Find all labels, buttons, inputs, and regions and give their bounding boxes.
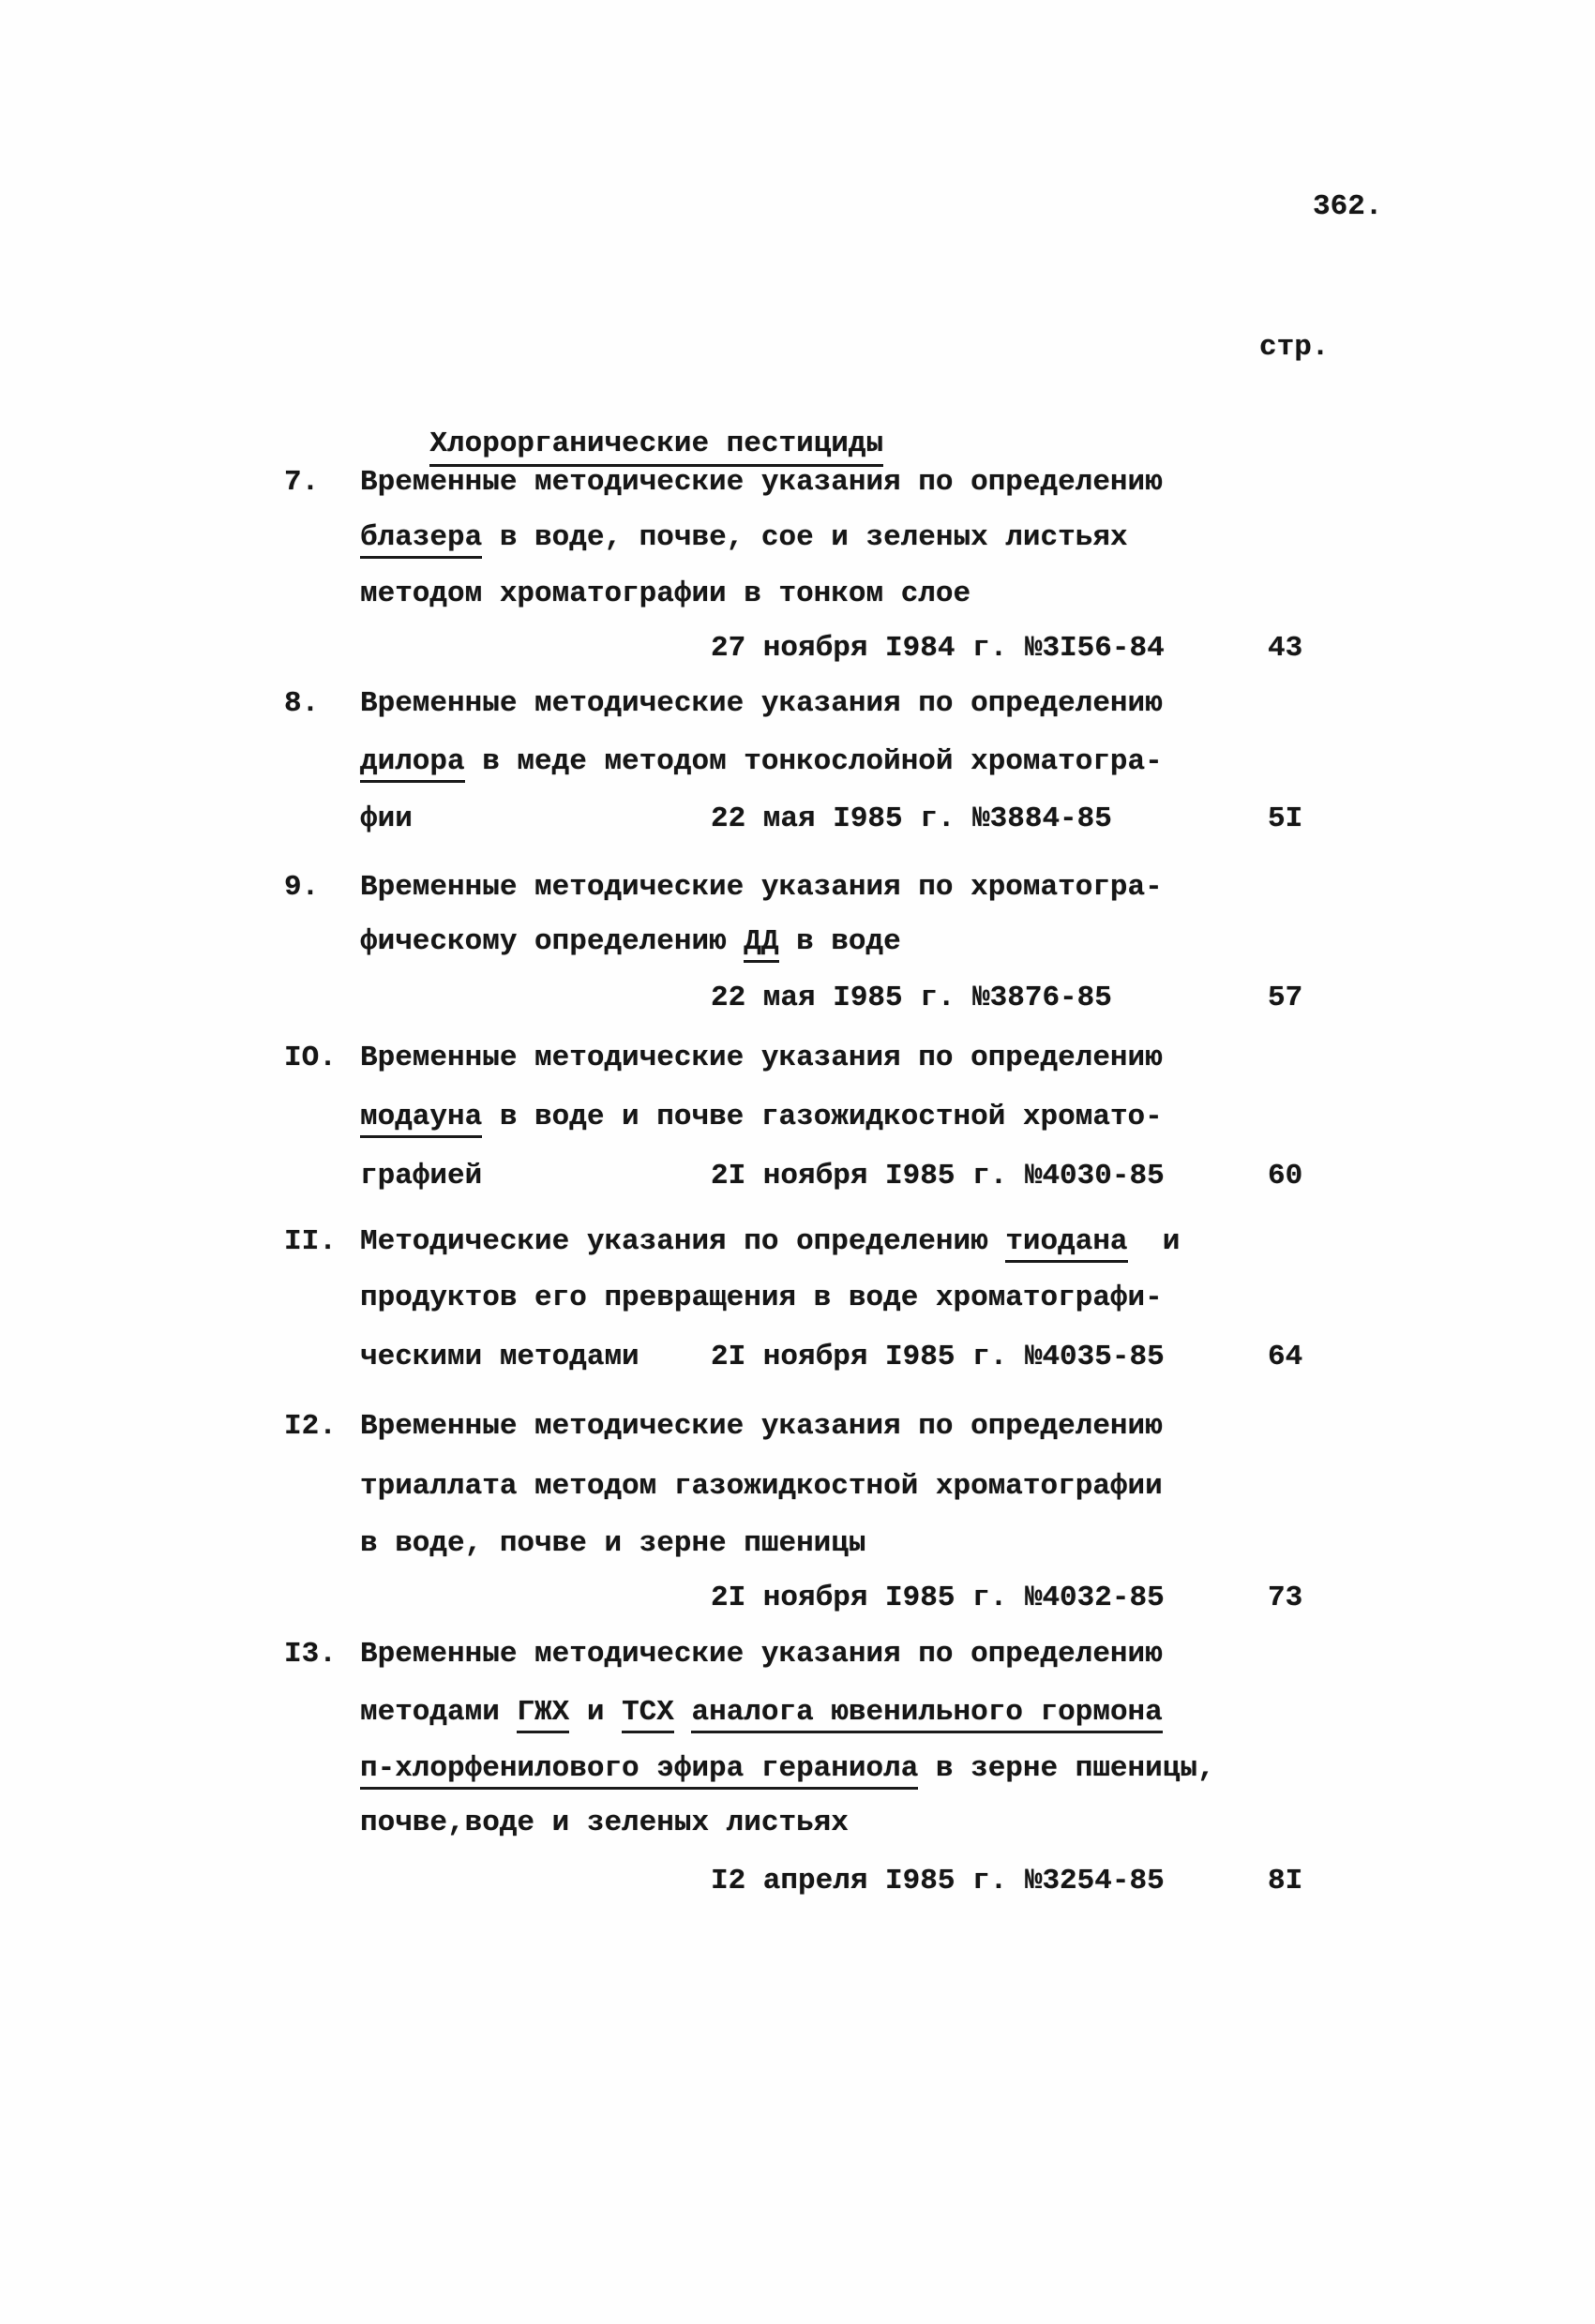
underlined-term: дилора bbox=[360, 745, 465, 783]
toc-line-text bbox=[360, 1470, 1163, 1504]
text-segment: Временные методические указания по определению bbox=[360, 687, 1163, 720]
text-segment: в воде, почве, сое и зеленых листьях bbox=[482, 521, 1128, 554]
text-segment: Методические указания по определению bbox=[360, 1225, 1006, 1258]
toc-row bbox=[0, 1638, 1595, 1685]
toc-row bbox=[0, 1527, 1595, 1574]
underlined-term: модауна bbox=[360, 1101, 482, 1138]
toc-row bbox=[0, 632, 1595, 679]
text-segment: методами bbox=[360, 1696, 518, 1729]
underlined-term: тиодана bbox=[1005, 1225, 1127, 1263]
toc-line-text bbox=[360, 1042, 1163, 1075]
toc-approval-date: 22 мая I985 г. №3884-85 bbox=[711, 802, 1112, 835]
text-segment: в зерне пшеницы, bbox=[918, 1752, 1215, 1785]
text-segment: в воде bbox=[778, 925, 901, 958]
toc-row bbox=[0, 1752, 1595, 1799]
toc-line-text bbox=[360, 1527, 866, 1561]
toc-line-text bbox=[360, 687, 1163, 721]
toc-line-text bbox=[360, 1752, 1215, 1786]
toc-approval-date: 27 ноября I984 г. №3I56-84 bbox=[711, 632, 1165, 665]
text-segment: методом хроматографии в тонком слое bbox=[360, 577, 971, 610]
toc-row bbox=[0, 1696, 1595, 1743]
toc-line-text bbox=[360, 466, 1163, 500]
page-column-header: стр. bbox=[1259, 331, 1330, 364]
text-segment: фическому определению bbox=[360, 925, 745, 958]
toc-row bbox=[0, 925, 1595, 972]
toc-item-number: IO. bbox=[284, 1042, 337, 1074]
toc-row bbox=[0, 871, 1595, 918]
page-number: 362. bbox=[1313, 190, 1383, 223]
toc-line-text bbox=[360, 1410, 1163, 1444]
toc-row bbox=[0, 1042, 1595, 1088]
text-segment: и bbox=[1127, 1225, 1181, 1258]
toc-row bbox=[0, 1160, 1595, 1207]
text-segment: Временные методические указания по определению bbox=[360, 1638, 1163, 1671]
toc-row bbox=[0, 1410, 1595, 1457]
toc-page-number: 8I bbox=[1268, 1865, 1303, 1897]
toc-item-number: 7. bbox=[284, 466, 320, 499]
toc-row bbox=[0, 1341, 1595, 1387]
toc-line-text bbox=[360, 521, 1128, 555]
toc-page-number: 73 bbox=[1268, 1582, 1303, 1614]
text-segment: триаллата методом газожидкостной хроматографии bbox=[360, 1470, 1163, 1503]
toc-row bbox=[0, 745, 1595, 792]
toc-line-text bbox=[360, 1341, 640, 1374]
text-segment: почве,воде и зеленых листьях bbox=[360, 1807, 849, 1839]
toc-row bbox=[0, 1582, 1595, 1628]
text-segment: Временные методические указания по определению bbox=[360, 466, 1163, 499]
toc-approval-date: 22 мая I985 г. №3876-85 bbox=[711, 982, 1112, 1014]
underlined-term: ГЖХ bbox=[517, 1696, 569, 1733]
toc-approval-date: I2 апреля I985 г. №3254-85 bbox=[711, 1865, 1165, 1897]
toc-page-number: 5I bbox=[1268, 802, 1303, 835]
toc-line-text bbox=[360, 871, 1163, 905]
toc-item-number: I3. bbox=[284, 1638, 337, 1671]
toc-line-text bbox=[360, 1160, 482, 1193]
toc-row bbox=[0, 466, 1595, 513]
toc-row bbox=[0, 802, 1595, 849]
toc-row bbox=[0, 1282, 1595, 1328]
toc-approval-date: 2I ноября I985 г. №4030-85 bbox=[711, 1160, 1165, 1192]
text-segment: графией bbox=[360, 1160, 483, 1192]
toc-row bbox=[0, 1225, 1595, 1272]
toc-row bbox=[0, 1865, 1595, 1912]
text-segment: в воде и почве газожидкостной хромато- bbox=[482, 1101, 1163, 1133]
toc-line-text bbox=[360, 1225, 1180, 1259]
toc-item-number: II. bbox=[284, 1225, 337, 1258]
toc-row bbox=[0, 1101, 1595, 1147]
toc-line-text bbox=[360, 925, 901, 959]
toc-row bbox=[0, 982, 1595, 1028]
toc-page-number: 60 bbox=[1268, 1160, 1303, 1192]
toc-row bbox=[0, 521, 1595, 568]
toc-line-text bbox=[360, 577, 971, 611]
section-title: Хлорорганические пестициды bbox=[429, 427, 883, 467]
text-segment: Временные методические указания по определению bbox=[360, 1042, 1163, 1074]
toc-page-number: 43 bbox=[1268, 632, 1303, 665]
underlined-term: ДД bbox=[744, 925, 778, 963]
toc-line-text bbox=[360, 1807, 849, 1840]
underlined-term: п-хлорфенилового эфира гераниола bbox=[360, 1752, 918, 1790]
underlined-term: блазера bbox=[360, 521, 482, 559]
underlined-term: аналога ювенильного гормона bbox=[691, 1696, 1162, 1733]
toc-row bbox=[0, 1807, 1595, 1853]
text-segment: фии bbox=[360, 802, 413, 835]
underlined-term: ТСХ bbox=[622, 1696, 674, 1733]
toc-row bbox=[0, 687, 1595, 734]
toc-line-text bbox=[360, 745, 1163, 779]
toc-line-text bbox=[360, 1638, 1163, 1672]
text-segment: в меде методом тонкослойной хроматогра- bbox=[464, 745, 1163, 778]
text-segment bbox=[674, 1696, 692, 1729]
text-segment: в воде, почве и зерне пшеницы bbox=[360, 1527, 866, 1560]
text-segment: и bbox=[569, 1696, 623, 1729]
toc-approval-date: 2I ноября I985 г. №4032-85 bbox=[711, 1582, 1165, 1614]
text-segment: продуктов его превращения в воде хроматографи- bbox=[360, 1282, 1163, 1314]
text-segment: Временные методические указания по хроматогра- bbox=[360, 871, 1163, 904]
toc-line-text bbox=[360, 1101, 1163, 1134]
toc-page-number: 57 bbox=[1268, 982, 1303, 1014]
text-segment: ческими методами bbox=[360, 1341, 640, 1373]
toc-item-number: 9. bbox=[284, 871, 320, 904]
toc-row bbox=[0, 1470, 1595, 1517]
toc-item-number: 8. bbox=[284, 687, 320, 720]
toc-line-text bbox=[360, 1696, 1163, 1730]
toc-row bbox=[0, 577, 1595, 624]
toc-page-number: 64 bbox=[1268, 1341, 1303, 1373]
toc-approval-date: 2I ноября I985 г. №4035-85 bbox=[711, 1341, 1165, 1373]
toc-item-number: I2. bbox=[284, 1410, 337, 1443]
toc-line-text bbox=[360, 802, 413, 836]
text-segment: Временные методические указания по определению bbox=[360, 1410, 1163, 1443]
toc-line-text bbox=[360, 1282, 1163, 1315]
